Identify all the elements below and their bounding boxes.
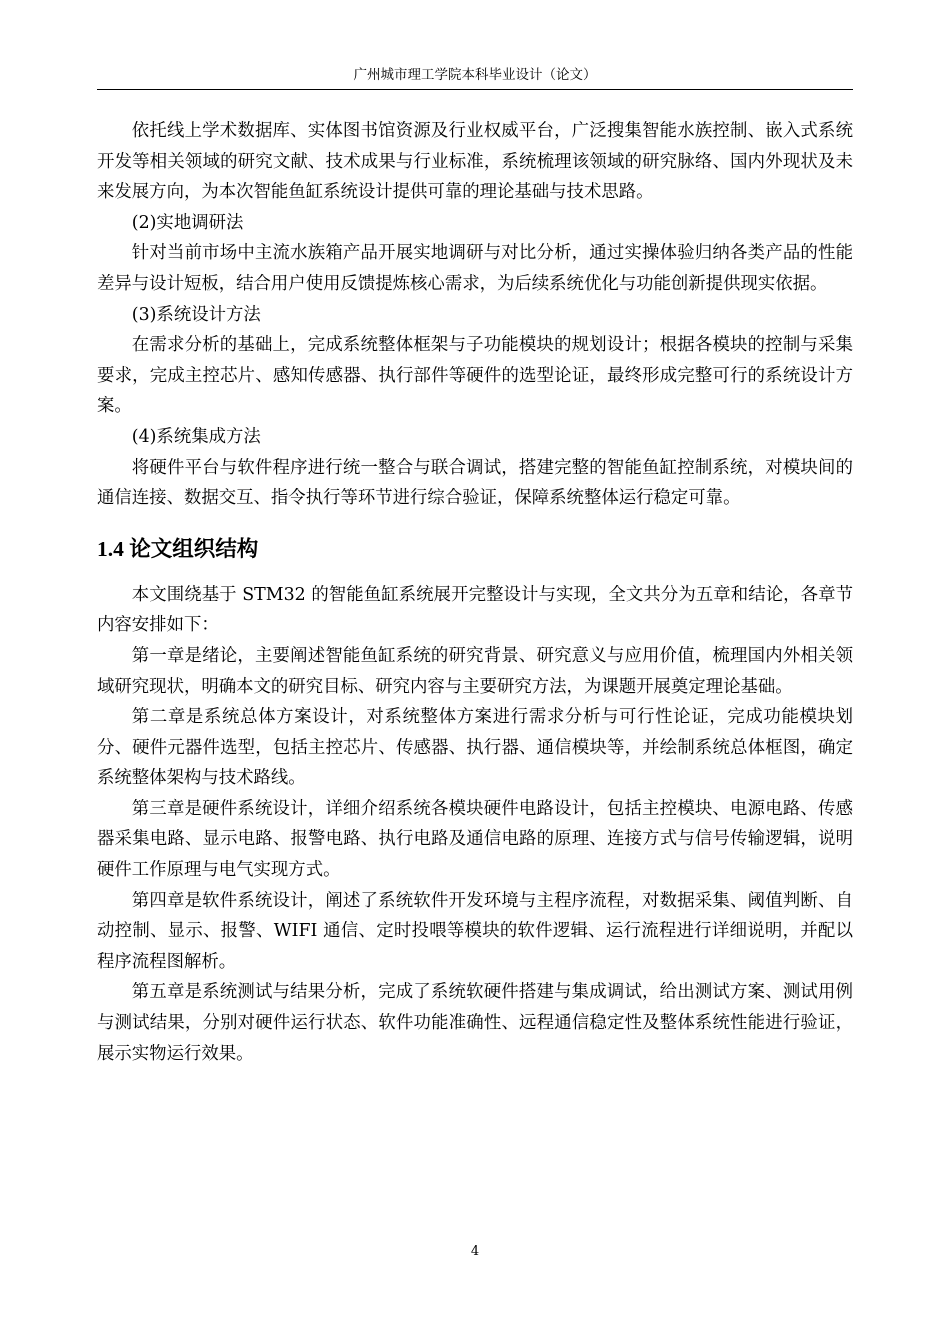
paragraph-chapter-2: 第二章是系统总体方案设计，对系统整体方案进行需求分析与可行性论证，完成功能模块划分、硬件元器件选型，包括主控芯片、传感器、执行器、通信模块等，并绘制系统总体框图，确定系统整体架构与技术路线。 [97,707,853,789]
paragraph-literature-method: 依托线上学术数据库、实体图书馆资源及行业权威平台，广泛搜集智能水族控制、嵌入式系统开发等相关领域的研究文献、技术成果与行业标准，系统梳理该领域的研究脉络、国内外现状及未来发展方向，为本次智能鱼缸系统设计提供可靠的理论基础与技术思路。 [97,121,853,203]
body-text [97,116,853,1069]
paragraph-system-integration: 将硬件平台与软件程序进行统一整合与联合调试，搭建完整的智能鱼缸控制系统，对模块间的通信连接、数据交互、指令执行等环节进行综合验证，保障系统整体运行稳定可靠。 [97,457,853,509]
paragraph-system-design: 在需求分析的基础上，完成系统整体框架与子功能模块的规划设计；根据各模块的控制与采集要求，完成主控芯片、感知传感器、执行部件等硬件的选型论证，最终形成完整可行的系统设计方案。 [97,335,853,417]
running-header: 广州城市理工学院本科毕业设计（论文） [353,67,597,83]
method-heading-system-design: (3)系统设计方法 [131,304,261,325]
method-heading-system-integration: (4)系统集成方法 [131,426,261,447]
section-heading: 1.4 论文组织结构 [97,536,259,561]
paragraph-field-survey: 针对当前市场中主流水族箱产品开展实地调研与对比分析，通过实操体验归纳各类产品的性能差异与设计短板，结合用户使用反馈提炼核心需求，为后续系统优化与功能创新提供现实依据。 [97,243,853,294]
paragraph-structure-intro: 本文围绕基于 STM32 的智能鱼缸系统展开完整设计与实现，全文共分为五章和结论，各章节内容安排如下： [97,584,853,636]
paragraph-chapter-4: 第四章是软件系统设计，阐述了系统软件开发环境与主程序流程，对数据采集、阈值判断、自动控制、显示、报警、WIFI 通信、定时投喂等模块的软件逻辑、运行流程进行详细说明，并配以程序流程图解析。 [97,890,853,972]
method-heading-field-survey: (2)实地调研法 [131,212,244,233]
paragraph-chapter-3: 第三章是硬件系统设计，详细介绍系统各模块硬件电路设计，包括主控模块、电源电路、传感器采集电路、显示电路、报警电路、执行电路及通信电路的原理、连接方式与信号传输逻辑，说明硬件工作原理与电气实现方式。 [97,798,853,881]
paragraph-chapter-5: 第五章是系统测试与结果分析，完成了系统软硬件搭建与集成调试，给出测试方案、测试用例与测试结果，分别对硬件运行状态、软件功能准确性、远程通信稳定性及整体系统性能进行验证，展示实物运行效果。 [97,982,853,1064]
page-number: 4 [470,1244,480,1259]
header-rule [97,89,853,90]
paragraph-chapter-1: 第一章是绪论，主要阐述智能鱼缸系统的研究背景、研究意义与应用价值，梳理国内外相关领域研究现状，明确本文的研究目标、研究内容与主要研究方法，为课题开展奠定理论基础。 [97,645,853,697]
